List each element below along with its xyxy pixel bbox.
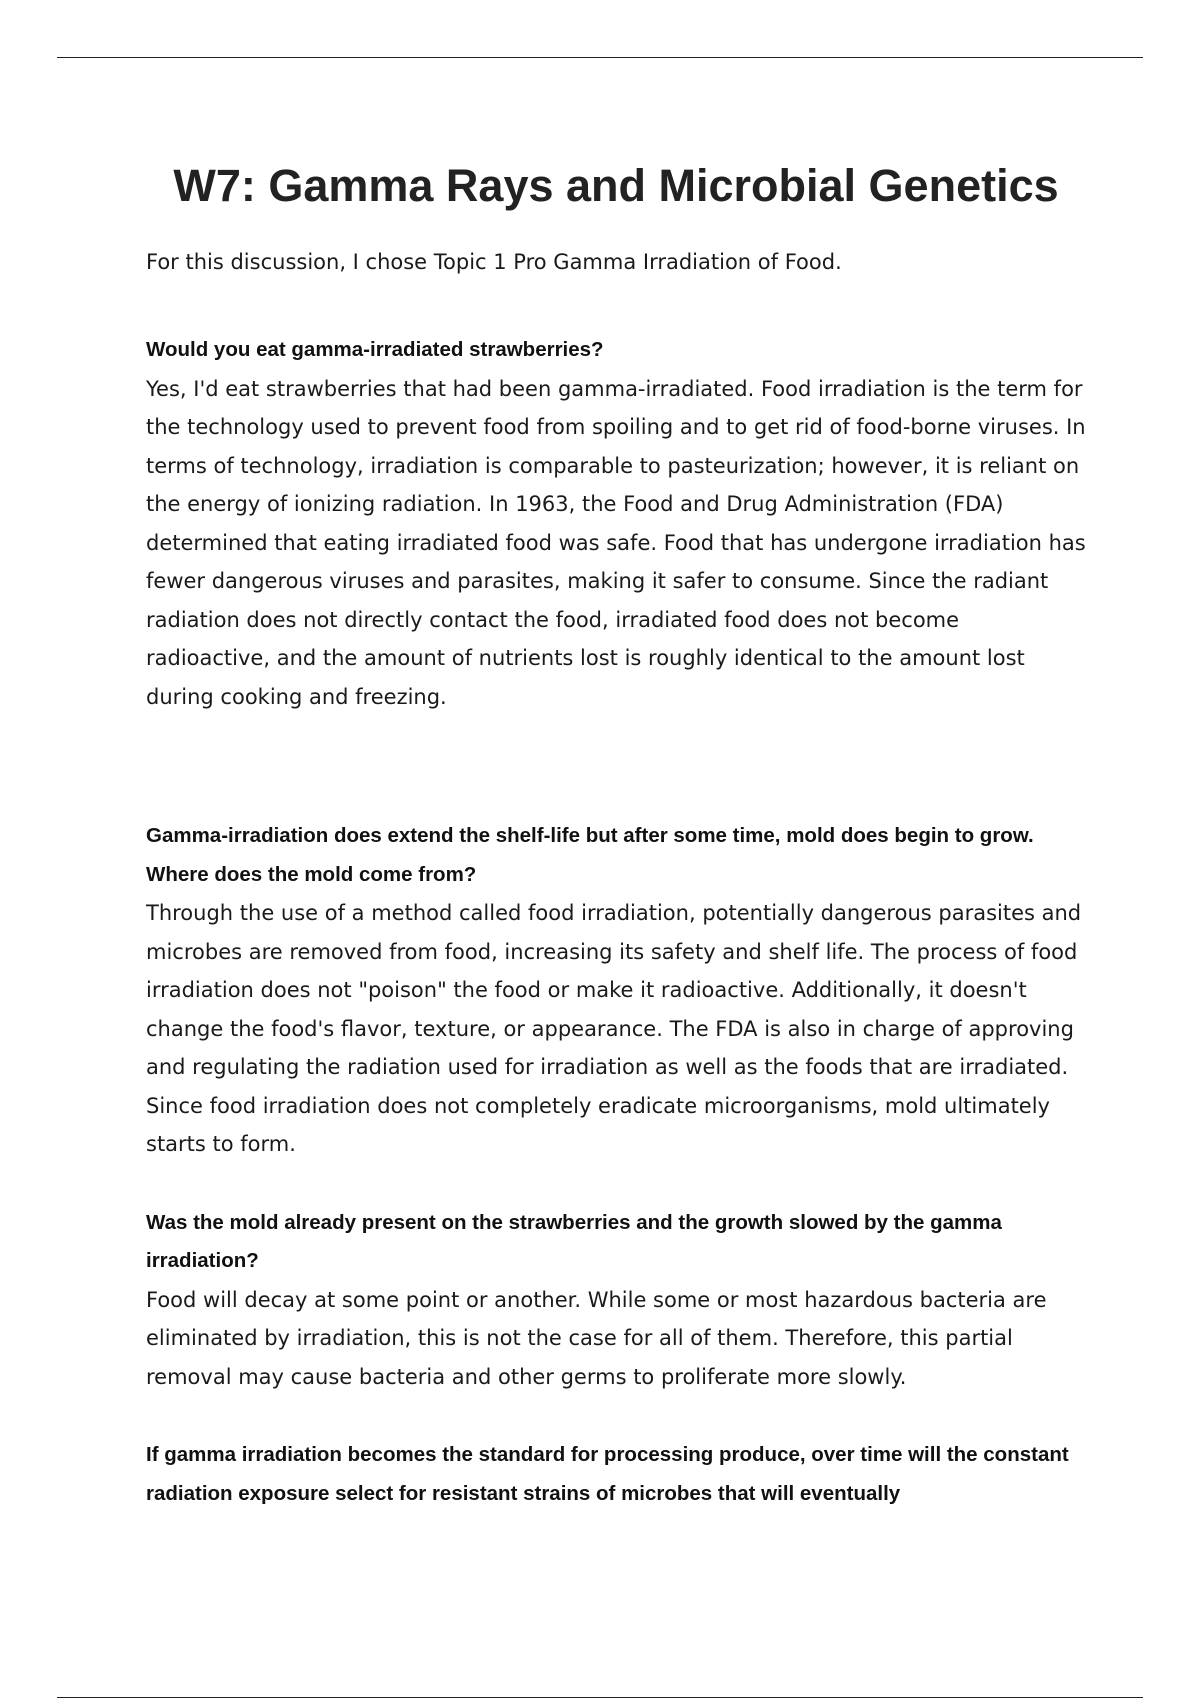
- answer-2: Through the use of a method called food irradiation, potentially dangerous parasites and microbes are removed from food, increasing its safety and shelf life. The process of food irradiation does not "poison" the food or make it radioactive. Additionally, it doesn't change the food's flavor, texture, or appearance. The FDA is also in charge of approving and regulating the radiation used for irradiation as well as the foods that are irradiated. Since food irradiation does not completely eradicate microorganisms, mold ultimately starts to form.: [146, 901, 1082, 1156]
- question-4: If gamma irradiation becomes the standard for processing produce, over time will the constant radiation exposure select for resistant strains of microbes that will eventually: [146, 1443, 1069, 1505]
- intro-paragraph: For this discussion, I chose Topic 1 Pro Gamma Irradiation of Food.: [146, 250, 842, 274]
- bottom-rule: [57, 1697, 1143, 1698]
- answer-3: Food will decay at some point or another. While some or most hazardous bacteria are eliminated by irradiation, this is not the case for all of them. Therefore, this partial removal may cause bacteria and other germs to proliferate more slowly.: [146, 1287, 1047, 1389]
- document-body: [146, 246, 1086, 1513]
- question-2: Gamma-irradiation does extend the shelf-life but after some time, mold does begin to grow. Where does the mold come from?: [146, 824, 1034, 886]
- question-1: Would you eat gamma-irradiated strawberries?: [146, 338, 604, 361]
- answer-1: Yes, I'd eat strawberries that had been gamma-irradiated. Food irradiation is the term for the technology used to prevent food from spoiling and to get rid of food-borne viruses. In terms of technology, irradiation is comparable to pasteurization; however, it is reliant on the energy of ionizing radiation. In 1963, the Food and Drug Administration (FDA) determined that eating irradiated food was safe. Food that has undergone irradiation has fewer dangerous viruses and parasites, making it safer to consume. Since the radiant radiation does not directly contact the food, irradiated food does not become radioactive, and the amount of nutrients lost is roughly identical to the amount lost during cooking and freezing.: [146, 376, 1086, 709]
- top-rule: [57, 57, 1143, 58]
- page-title: W7: Gamma Rays and Microbial Genetics: [173, 160, 1059, 211]
- question-3: Was the mold already present on the strawberries and the growth slowed by the gamma irradiation?: [146, 1210, 1002, 1272]
